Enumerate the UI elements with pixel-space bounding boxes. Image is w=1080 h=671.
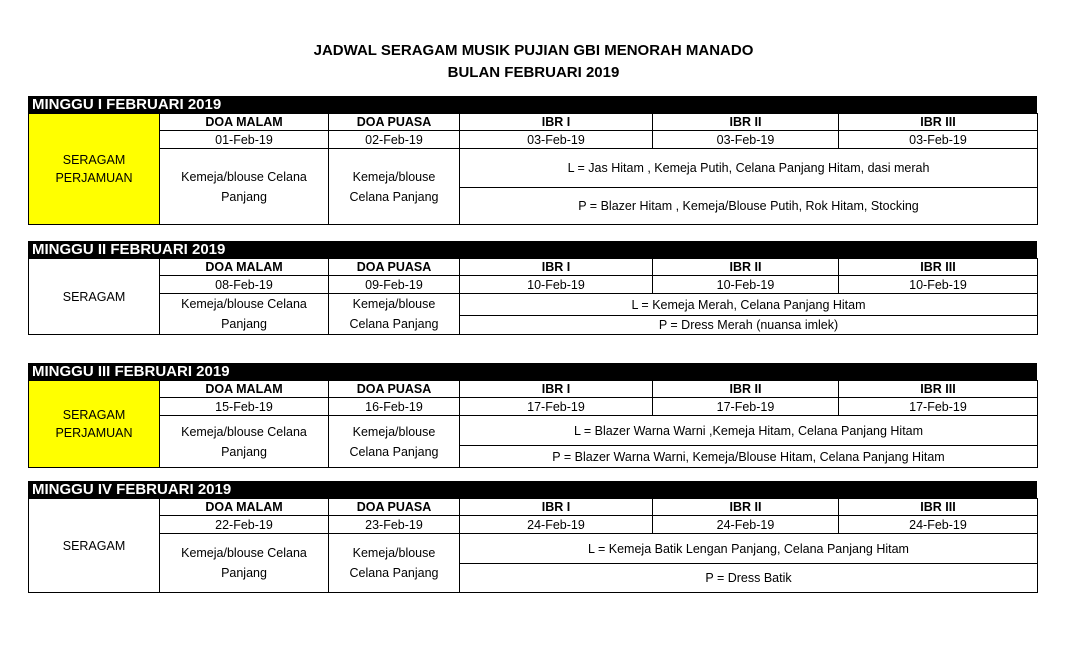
week-header: MINGGU III FEBRUARI 2019 xyxy=(28,363,1037,380)
uniform-text: Panjang xyxy=(221,189,267,204)
uniform-label: SERAGAM xyxy=(62,538,126,553)
column-header: IBR III xyxy=(839,499,1038,516)
date-cell: 17-Feb-19 xyxy=(460,398,653,416)
ibr-women-uniform: P = Blazer Warna Warni, Kemeja/Blouse Hitam, Celana Panjang Hitam xyxy=(460,446,1038,468)
date-cell: 03-Feb-19 xyxy=(839,131,1038,149)
ibr-men-uniform: L = Jas Hitam , Kemeja Putih, Celana Panjang Hitam, dasi merah xyxy=(460,149,1038,188)
uniform-label-cell xyxy=(29,499,160,593)
date-cell: 15-Feb-19 xyxy=(160,398,329,416)
doa-malam-uniform xyxy=(160,534,329,593)
uniform-text: Kemeja/blouse Celana xyxy=(181,169,307,184)
week-section xyxy=(28,96,1037,225)
column-header: DOA PUASA xyxy=(329,259,460,276)
ibr-women-uniform: P = Blazer Hitam , Kemeja/Blouse Putih, Rok Hitam, Stocking xyxy=(460,188,1038,225)
ibr-women-uniform: P = Dress Batik xyxy=(460,564,1038,593)
uniform-text: Celana Panjang xyxy=(349,566,439,580)
ibr-men-uniform: L = Kemeja Batik Lengan Panjang, Celana Panjang Hitam xyxy=(460,534,1038,564)
uniform-text: Kemeja/blouse xyxy=(352,424,436,439)
column-header: IBR I xyxy=(460,381,653,398)
column-header: IBR I xyxy=(460,114,653,131)
schedule-table xyxy=(28,258,1038,335)
date-cell: 01-Feb-19 xyxy=(160,131,329,149)
week-section xyxy=(28,241,1037,335)
uniform-text: Celana Panjang xyxy=(349,444,439,459)
uniform-text: Kemeja/blouse Celana xyxy=(181,546,307,560)
doa-puasa-uniform xyxy=(329,294,460,335)
column-header: IBR I xyxy=(460,259,653,276)
uniform-text: Kemeja/blouse xyxy=(352,169,436,184)
date-cell: 10-Feb-19 xyxy=(460,276,653,294)
column-header: DOA PUASA xyxy=(329,499,460,516)
doa-malam-uniform xyxy=(160,294,329,335)
column-header: IBR II xyxy=(653,259,839,276)
schedule-table xyxy=(28,498,1038,593)
date-cell: 24-Feb-19 xyxy=(460,516,653,534)
date-cell: 17-Feb-19 xyxy=(839,398,1038,416)
column-header: IBR II xyxy=(653,381,839,398)
uniform-label-sub: PERJAMUAN xyxy=(55,426,133,440)
doa-malam-uniform xyxy=(160,149,329,225)
column-header: IBR II xyxy=(653,114,839,131)
date-cell: 09-Feb-19 xyxy=(329,276,460,294)
date-cell: 24-Feb-19 xyxy=(839,516,1038,534)
schedule-table xyxy=(28,113,1038,225)
page-subtitle: BULAN FEBRUARI 2019 xyxy=(447,64,620,81)
week-section xyxy=(28,481,1037,593)
date-cell: 03-Feb-19 xyxy=(653,131,839,149)
uniform-label-cell xyxy=(29,259,160,335)
doa-malam-uniform xyxy=(160,416,329,468)
column-header: IBR II xyxy=(653,499,839,516)
column-header: DOA MALAM xyxy=(160,114,329,131)
date-cell: 24-Feb-19 xyxy=(653,516,839,534)
ibr-women-uniform: P = Dress Merah (nuansa imlek) xyxy=(460,316,1038,335)
column-header: DOA MALAM xyxy=(160,499,329,516)
uniform-text: Kemeja/blouse Celana xyxy=(181,297,307,311)
ibr-men-uniform: L = Kemeja Merah, Celana Panjang Hitam xyxy=(460,294,1038,316)
column-header: IBR III xyxy=(839,259,1038,276)
week-section xyxy=(28,363,1037,468)
week-header: MINGGU I FEBRUARI 2019 xyxy=(28,96,1037,113)
uniform-label-sub: PERJAMUAN xyxy=(55,171,133,185)
uniform-text: Kemeja/blouse xyxy=(352,546,436,560)
week-header: MINGGU II FEBRUARI 2019 xyxy=(28,241,1037,258)
doa-puasa-uniform xyxy=(329,534,460,593)
column-header: DOA PUASA xyxy=(329,114,460,131)
uniform-text: Celana Panjang xyxy=(349,189,439,204)
doa-puasa-uniform xyxy=(329,416,460,468)
date-cell: 03-Feb-19 xyxy=(460,131,653,149)
uniform-text: Panjang xyxy=(221,566,267,580)
uniform-text: Kemeja/blouse Celana xyxy=(181,424,307,439)
doa-puasa-uniform xyxy=(329,149,460,225)
column-header: IBR III xyxy=(839,114,1038,131)
schedule-table xyxy=(28,380,1038,468)
uniform-text: Panjang xyxy=(221,317,267,331)
date-cell: 10-Feb-19 xyxy=(653,276,839,294)
date-cell: 22-Feb-19 xyxy=(160,516,329,534)
ibr-men-uniform: L = Blazer Warna Warni ,Kemeja Hitam, Celana Panjang Hitam xyxy=(460,416,1038,446)
date-cell: 17-Feb-19 xyxy=(653,398,839,416)
uniform-label-cell xyxy=(29,114,160,225)
column-header: DOA PUASA xyxy=(329,381,460,398)
date-cell: 16-Feb-19 xyxy=(329,398,460,416)
page-title: JADWAL SERAGAM MUSIK PUJIAN GBI MENORAH MANADO xyxy=(313,42,754,59)
column-header: IBR III xyxy=(839,381,1038,398)
uniform-text: Celana Panjang xyxy=(349,317,439,331)
uniform-label: SERAGAM xyxy=(62,289,126,304)
column-header: DOA MALAM xyxy=(160,381,329,398)
date-cell: 10-Feb-19 xyxy=(839,276,1038,294)
uniform-text: Panjang xyxy=(221,444,267,459)
uniform-label: SERAGAM xyxy=(62,153,126,167)
uniform-label-cell xyxy=(29,381,160,468)
date-cell: 23-Feb-19 xyxy=(329,516,460,534)
date-cell: 02-Feb-19 xyxy=(329,131,460,149)
week-header: MINGGU IV FEBRUARI 2019 xyxy=(28,481,1037,498)
uniform-label: SERAGAM xyxy=(62,408,126,422)
column-header: IBR I xyxy=(460,499,653,516)
uniform-text: Kemeja/blouse xyxy=(352,297,436,311)
column-header: DOA MALAM xyxy=(160,259,329,276)
date-cell: 08-Feb-19 xyxy=(160,276,329,294)
